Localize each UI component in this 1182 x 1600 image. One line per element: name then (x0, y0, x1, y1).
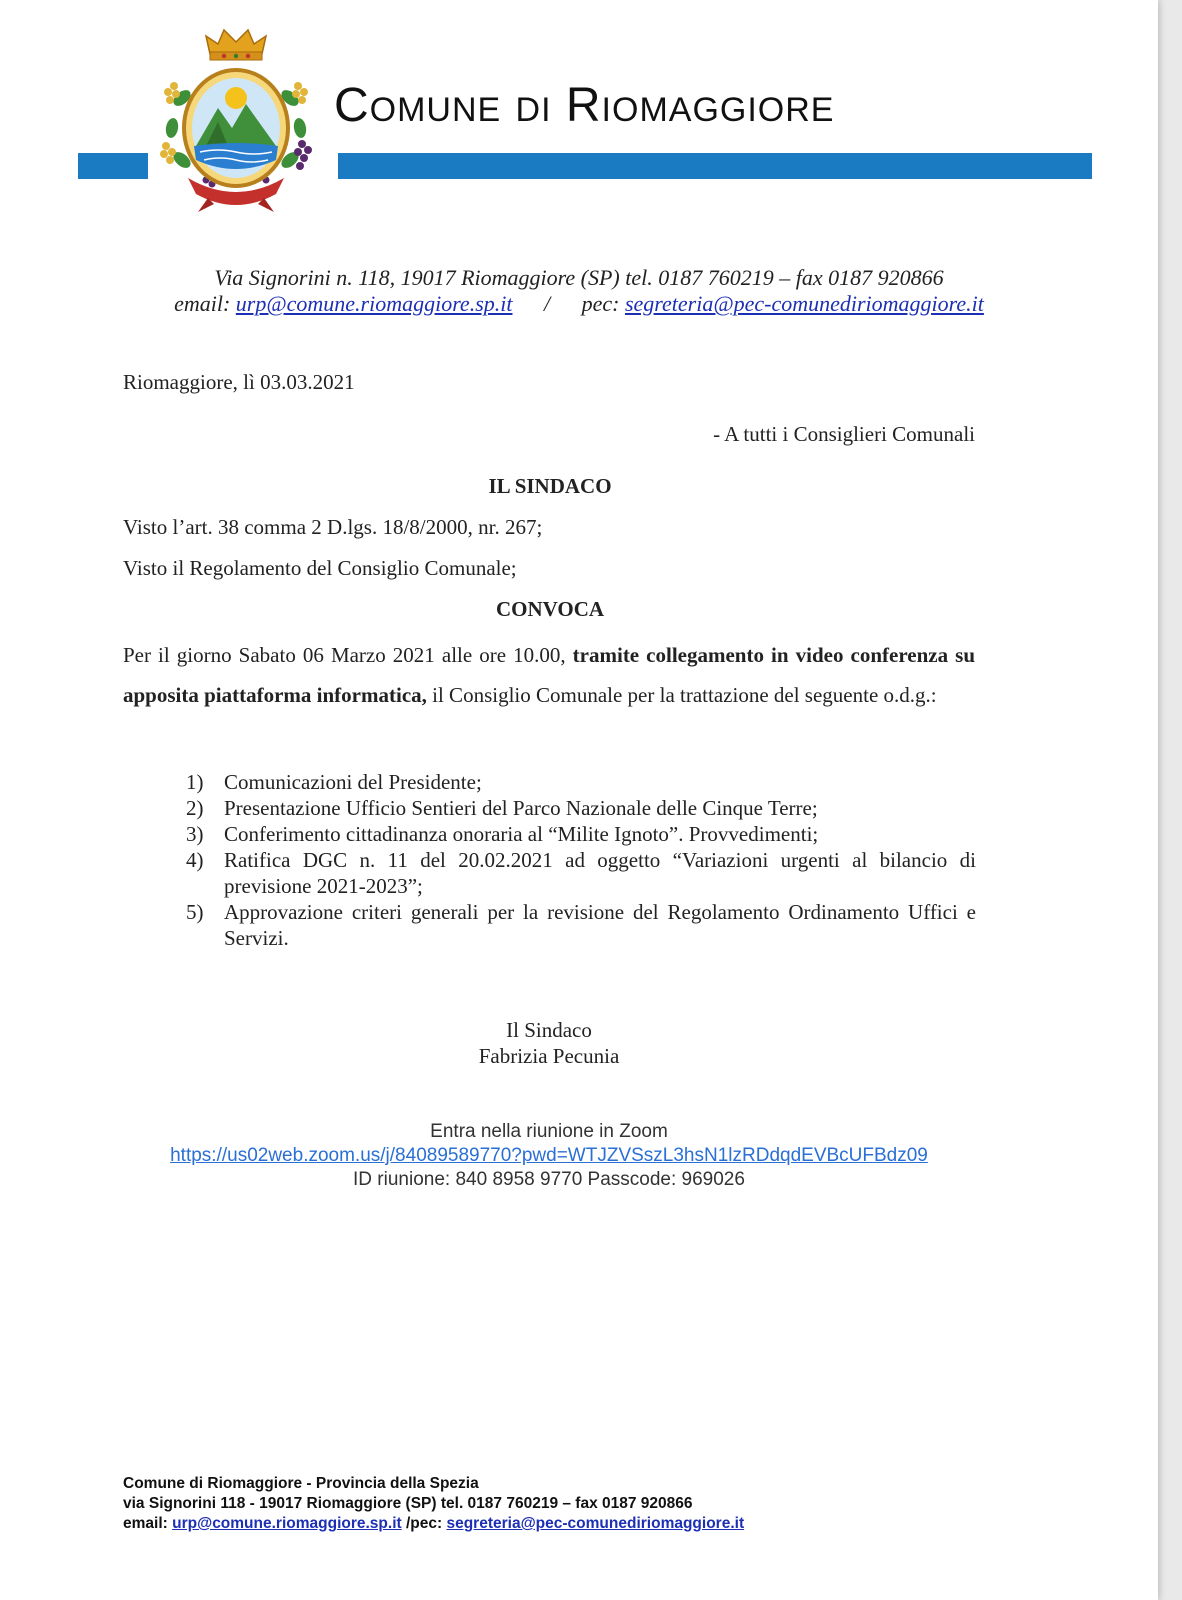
agenda-number: 1) (186, 770, 204, 794)
letter-date: Riomaggiore, lì 03.03.2021 (123, 370, 355, 394)
signature-name: Fabrizia Pecunia (478, 1044, 620, 1068)
agenda-item (186, 821, 976, 847)
footer-pec-link[interactable]: segreteria@pec-comunediriomaggiore.it (446, 1515, 745, 1532)
zoom-meeting-link[interactable]: https://us02web.zoom.us/j/84089589770?pwd=WTJZVSszL3hsN1lzRDdqdEVBcUFBdz09 (170, 1145, 928, 1166)
email-label: email: (174, 291, 231, 316)
paragraph-text-a: Per il giorno Sabato 06 Marzo 2021 alle ore 10.00, (123, 643, 573, 667)
agenda-text: Presentazione Ufficio Sentieri del Parco Nazionale delle Cinque Terre; (224, 796, 818, 820)
issuer-title: IL SINDACO (488, 474, 612, 498)
email-link[interactable]: urp@comune.riomaggiore.sp.it (235, 291, 513, 316)
zoom-meeting-info: ID riunione: 840 8958 9770 Passcode: 969026 (353, 1169, 745, 1190)
convocation-paragraph (123, 636, 975, 715)
zoom-invite: Entra nella riunione in Zoom (430, 1121, 668, 1142)
letter-recipient: - A tutti i Consiglieri Comunali (713, 422, 975, 446)
footer-contacts (123, 1514, 744, 1534)
header-band-left (78, 153, 148, 179)
pec-label: pec: (581, 291, 620, 316)
municipal-coat-of-arms (148, 28, 324, 216)
footer-email-label: email: (123, 1515, 173, 1532)
agenda-item (186, 795, 976, 821)
agenda-number: 5) (186, 900, 204, 924)
contact-separator: / (543, 291, 551, 316)
legal-reference-2: Visto il Regolamento del Consiglio Comunale; (123, 556, 517, 580)
agenda-number: 2) (186, 796, 204, 820)
agenda-number: 3) (186, 822, 204, 846)
agenda-text: Approvazione criteri generali per la revisione del Regolamento Ordinamento Uffici e Servizi. (224, 900, 976, 950)
header-contacts (0, 291, 1158, 317)
action-heading: CONVOCA (495, 597, 605, 621)
org-title: Comune di Riomaggiore (334, 79, 835, 132)
paragraph-text-bold: tramite collegamento in video conferenza su apposita piattaforma informatica, (123, 643, 975, 707)
zoom-link-row (0, 1144, 1098, 1168)
agenda-number: 4) (186, 848, 204, 872)
footer-address: via Signorini 118 - 19017 Riomaggiore (SP) tel. 0187 760219 – fax 0187 920866 (123, 1495, 693, 1512)
agenda-item (186, 899, 976, 951)
footer-pec-label: /pec: (401, 1515, 447, 1532)
pec-link[interactable]: segreteria@pec-comunediriomaggiore.it (624, 291, 984, 316)
header-address: Via Signorini n. 118, 19017 Riomaggiore (SP) tel. 0187 760219 – fax 0187 920866 (214, 265, 944, 290)
agenda-list (186, 769, 976, 951)
agenda-item (186, 769, 976, 795)
footer-org: Comune di Riomaggiore - Provincia della Spezia (123, 1475, 479, 1492)
legal-reference-1: Visto l’art. 38 comma 2 D.lgs. 18/8/2000, nr. 267; (123, 515, 543, 539)
agenda-item (186, 847, 976, 899)
signature-title: Il Sindaco (506, 1018, 592, 1042)
footer-email-link[interactable]: urp@comune.riomaggiore.sp.it (172, 1515, 402, 1532)
agenda-text: Comunicazioni del Presidente; (224, 770, 482, 794)
agenda-text: Conferimento cittadinanza onoraria al “Milite Ignoto”. Provvedimenti; (224, 822, 819, 846)
header-band-right (338, 153, 1092, 179)
paragraph-text-c: il Consiglio Comunale per la trattazione del seguente o.d.g.: (426, 682, 937, 707)
agenda-text: Ratifica DGC n. 11 del 20.02.2021 ad oggetto “Variazioni urgenti al bilancio di previsione 2021-2023”; (224, 848, 976, 898)
